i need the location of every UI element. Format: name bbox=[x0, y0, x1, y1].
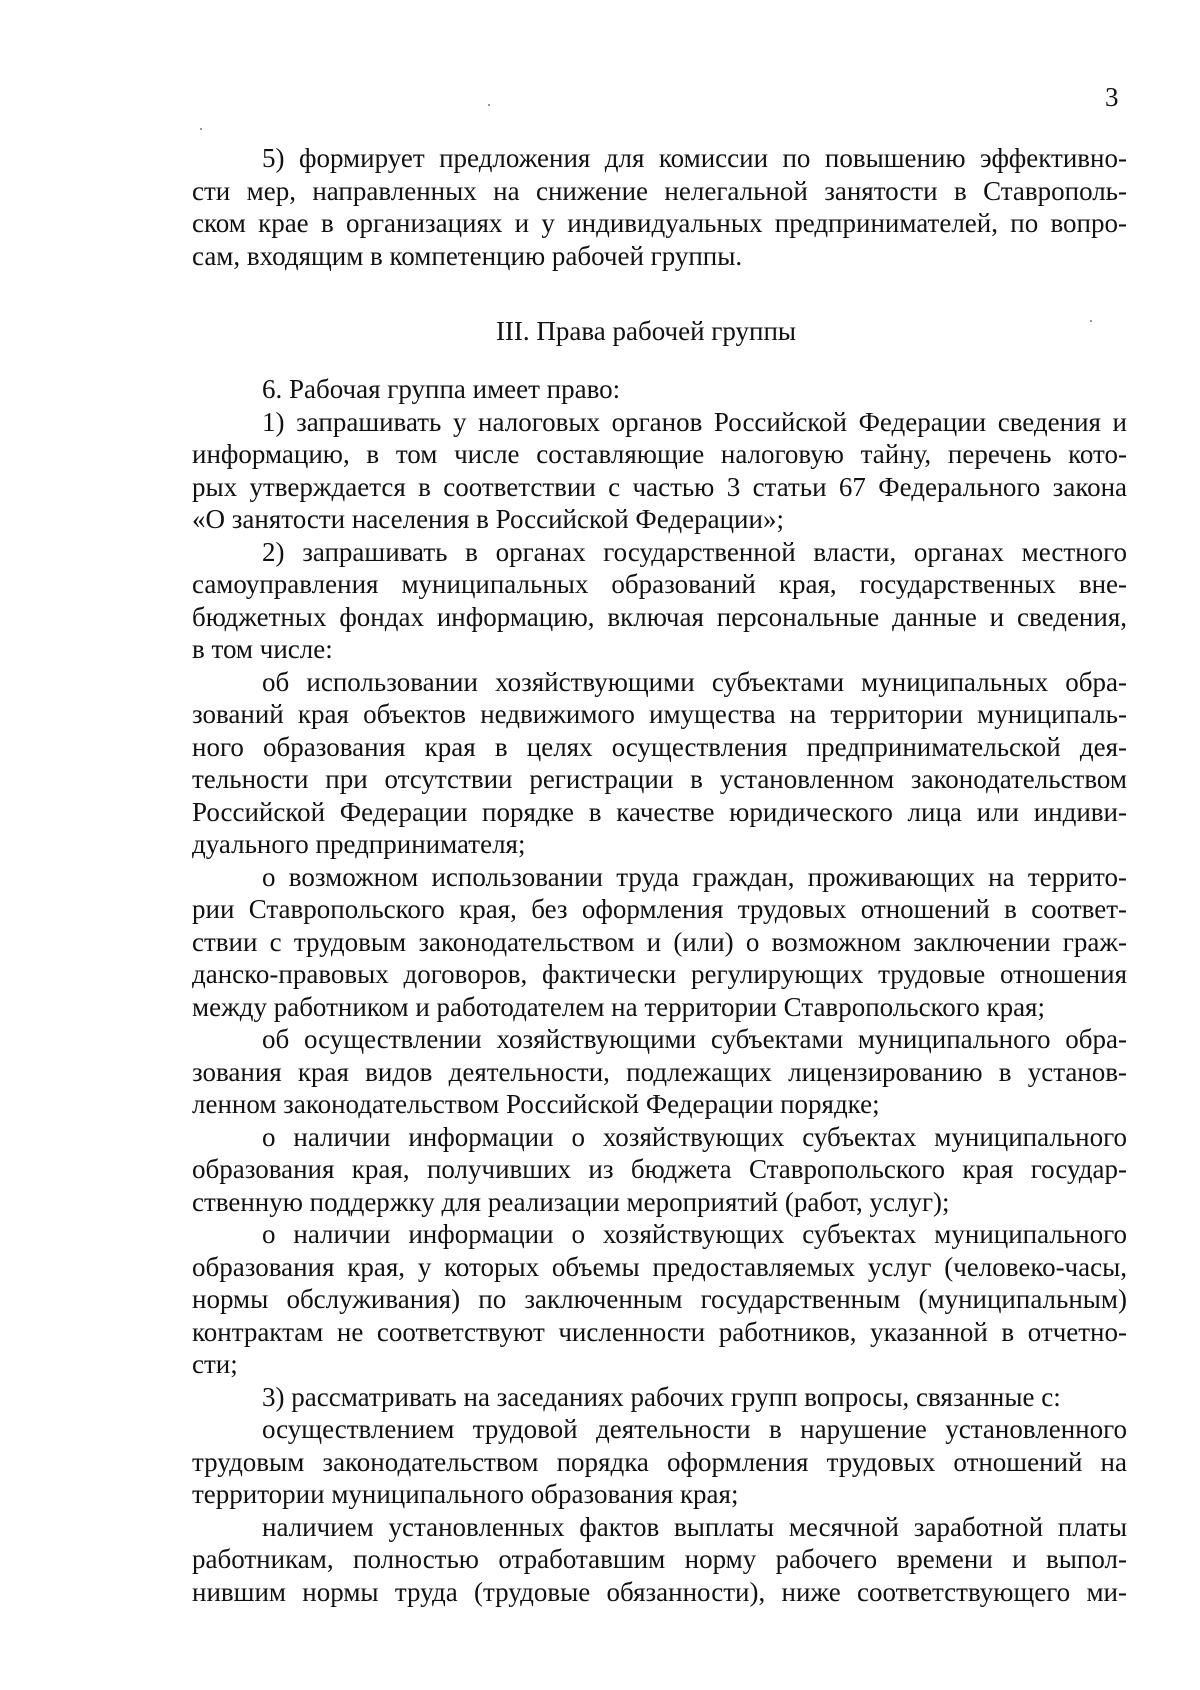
text-line: сти; bbox=[192, 1349, 238, 1379]
text-line: Российской Федерации порядке в качестве юридического лица или индиви- bbox=[192, 796, 1127, 827]
text-line: о наличии информации о хозяйствующих субъектах муниципального bbox=[262, 1219, 1127, 1249]
scan-speck bbox=[488, 104, 490, 106]
text-line: наличием установленных фактов выплаты месячной заработной платы bbox=[262, 1511, 1127, 1542]
text-line: о возможном использовании труда граждан, проживающих на террито- bbox=[262, 861, 1127, 892]
text-line: нормы обслуживания) по заключенным государственным (муниципальным) bbox=[192, 1284, 1127, 1314]
text-line: 1) запрашивать у налоговых органов Российской Федерации сведения и bbox=[262, 406, 1127, 437]
text-line: ленном законодательством Российской Федерации порядке; bbox=[192, 1089, 880, 1119]
text-line: в том числе: bbox=[192, 634, 333, 664]
text-line: зований края объектов недвижимого имущества на территории муниципаль- bbox=[192, 699, 1127, 729]
text-line: «О занятости населения в Российской Федерации»; bbox=[192, 504, 784, 534]
text-line: информацию, в том числе составляющие налоговую тайну, перечень кото- bbox=[192, 439, 1127, 469]
text-line: бюджетных фондах информацию, включая персональные данные и сведения, bbox=[192, 601, 1127, 632]
text-line: сти мер, направленных на снижение нелегальной занятости в Ставрополь- bbox=[192, 175, 1127, 206]
text-line: ственную поддержку для реализации мероприятий (работ, услуг); bbox=[192, 1186, 950, 1217]
paragraph-block-2 bbox=[192, 373, 1127, 1608]
text-line: работникам, полностью отработавшим норму рабочего времени и выпол- bbox=[192, 1544, 1127, 1574]
text-line: 2) запрашивать в органах государственной власти, органах местного bbox=[262, 536, 1127, 567]
text-line: зования края видов деятельности, подлежащих лицензированию в установ- bbox=[192, 1056, 1127, 1087]
text-line: о наличии информации о хозяйствующих субъектах муниципального bbox=[262, 1121, 1127, 1152]
text-line: 6. Рабочая группа имеет право: bbox=[262, 374, 621, 404]
text-line: образования края, получивших из бюджета Ставропольского края государ- bbox=[192, 1154, 1127, 1184]
text-line: об осуществлении хозяйствующими субъектами муниципального обра- bbox=[262, 1024, 1127, 1054]
text-line: тельности при отсутствии регистрации в установленном законодательством bbox=[192, 764, 1127, 794]
text-line: рии Ставропольского края, без оформления трудовых отношений в соответ- bbox=[192, 894, 1127, 924]
text-line: ного образования края в целях осуществления предпринимательской дея- bbox=[192, 731, 1127, 762]
text-line: осуществлением трудовой деятельности в нарушение установленного bbox=[262, 1414, 1127, 1444]
text-line: рых утверждается в соответствии с частью 3 статьи 67 Федерального закона bbox=[192, 471, 1127, 502]
text-line: трудовым законодательством порядка оформления трудовых отношений на bbox=[192, 1446, 1127, 1477]
text-line: ствии с трудовым законодательством и (или) о возможном заключении граж- bbox=[192, 926, 1127, 957]
text-line: дуального предпринимателя; bbox=[192, 829, 526, 859]
paragraph-block-1 bbox=[192, 142, 1127, 272]
text-line: контрактам не соответствуют численности работников, указанной в отчетно- bbox=[192, 1316, 1127, 1347]
text-line: 3) рассматривать на заседаниях рабочих групп вопросы, связанные с: bbox=[262, 1381, 1061, 1412]
text-line: ском крае в организациях и у индивидуальных предпринимателей, по вопро- bbox=[192, 208, 1127, 238]
text-line: самоуправления муниципальных образований края, государственных вне- bbox=[192, 569, 1127, 599]
section-heading: III. Права рабочей группы bbox=[495, 316, 797, 346]
page-number: 3 bbox=[1105, 82, 1119, 112]
text-line: об использовании хозяйствующими субъектами муниципальных обра- bbox=[262, 666, 1127, 697]
scan-speck bbox=[200, 128, 202, 130]
text-line: образования края, у которых объемы предоставляемых услуг (человеко-часы, bbox=[192, 1251, 1127, 1282]
text-line: территории муниципального образования края; bbox=[192, 1479, 739, 1509]
text-line: 5) формирует предложения для комиссии по повышению эффективно- bbox=[262, 143, 1127, 173]
text-line: нившим нормы труда (трудовые обязанности), ниже соответствующего ми- bbox=[192, 1576, 1127, 1607]
text-line: сам, входящим в компетенцию рабочей группы. bbox=[192, 240, 743, 271]
text-line: между работником и работодателем на территории Ставропольского края; bbox=[192, 991, 1045, 1022]
text-line: данско-правовых договоров, фактически регулирующих трудовые отношения bbox=[192, 959, 1127, 989]
scan-speck bbox=[1090, 320, 1092, 322]
